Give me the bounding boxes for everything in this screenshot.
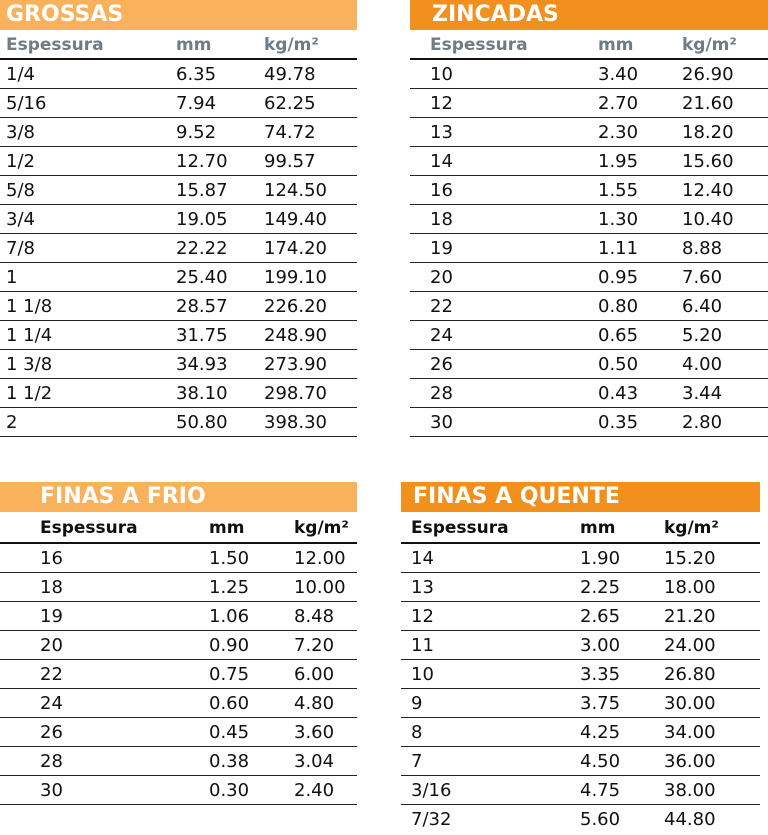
cell-kgm2: 6.40 <box>682 296 723 317</box>
cell-kgm2: 6.00 <box>294 664 335 685</box>
cell-thickness: 14 <box>430 151 453 172</box>
cell-kgm2: 2.80 <box>682 412 723 433</box>
cell-thickness: 2 <box>6 412 18 433</box>
cell-kgm2: 26.80 <box>664 664 716 685</box>
cell-thickness: 19 <box>430 238 453 259</box>
cell-kgm2: 149.40 <box>264 209 327 230</box>
table-row <box>410 205 768 234</box>
table-title: FINAS A QUENTE <box>401 482 760 512</box>
column-header-mm: mm <box>580 518 616 538</box>
cell-mm: 1.25 <box>209 577 250 598</box>
cell-kgm2: 7.60 <box>682 267 723 288</box>
cell-mm: 22.22 <box>176 238 228 259</box>
cell-kgm2: 30.00 <box>664 693 716 714</box>
table-row <box>401 602 760 631</box>
cell-kgm2: 99.57 <box>264 151 316 172</box>
table-row <box>0 718 357 747</box>
cell-kgm2: 124.50 <box>264 180 327 201</box>
cell-mm: 0.80 <box>598 296 639 317</box>
cell-mm: 9.52 <box>176 122 217 143</box>
cell-kgm2: 38.00 <box>664 780 716 801</box>
cell-mm: 0.65 <box>598 325 639 346</box>
cell-mm: 3.35 <box>580 664 621 685</box>
table-row <box>410 147 768 176</box>
cell-thickness: 3/4 <box>6 209 35 230</box>
table-row <box>410 408 768 437</box>
column-header-row <box>410 30 768 58</box>
table-row <box>410 234 768 263</box>
cell-mm: 0.38 <box>209 751 250 772</box>
table-row <box>0 573 357 602</box>
cell-thickness: 3/16 <box>411 780 452 801</box>
cell-thickness: 1/2 <box>6 151 35 172</box>
table-row <box>0 292 357 321</box>
cell-mm: 34.93 <box>176 354 228 375</box>
table-finas-a-quente <box>401 482 760 833</box>
cell-mm: 15.87 <box>176 180 228 201</box>
cell-thickness: 16 <box>40 548 63 569</box>
cell-thickness: 7 <box>411 751 423 772</box>
cell-mm: 0.60 <box>209 693 250 714</box>
table-row <box>0 689 357 718</box>
cell-kgm2: 298.70 <box>264 383 327 404</box>
column-header-kgm2: kg/m² <box>682 35 737 55</box>
table-row <box>0 118 357 147</box>
cell-kgm2: 18.20 <box>682 122 734 143</box>
table-row <box>0 263 357 292</box>
cell-thickness: 3/8 <box>6 122 35 143</box>
column-header-row <box>0 30 357 58</box>
cell-mm: 1.55 <box>598 180 639 201</box>
cell-kgm2: 74.72 <box>264 122 316 143</box>
cell-thickness: 10 <box>430 64 453 85</box>
cell-kgm2: 199.10 <box>264 267 327 288</box>
cell-kgm2: 15.60 <box>682 151 734 172</box>
table-row <box>0 321 357 350</box>
column-header-row <box>401 512 760 542</box>
table-row <box>0 234 357 263</box>
cell-mm: 2.25 <box>580 577 621 598</box>
cell-mm: 3.75 <box>580 693 621 714</box>
cell-thickness: 14 <box>411 548 434 569</box>
table-title: GROSSAS <box>0 0 357 30</box>
table-row <box>410 118 768 147</box>
table-row <box>0 147 357 176</box>
cell-kgm2: 10.00 <box>294 577 346 598</box>
cell-mm: 1.30 <box>598 209 639 230</box>
cell-mm: 0.45 <box>209 722 250 743</box>
cell-kgm2: 2.40 <box>294 780 335 801</box>
table-row <box>0 408 357 437</box>
cell-kgm2: 3.60 <box>294 722 335 743</box>
table-row <box>401 544 760 573</box>
table-row <box>401 573 760 602</box>
table-row <box>401 747 760 776</box>
column-header-kgm2: kg/m² <box>664 518 719 538</box>
cell-thickness: 1 3/8 <box>6 354 53 375</box>
cell-kgm2: 15.20 <box>664 548 716 569</box>
cell-thickness: 16 <box>430 180 453 201</box>
table-row <box>0 602 357 631</box>
cell-mm: 1.90 <box>580 548 621 569</box>
cell-mm: 2.30 <box>598 122 639 143</box>
column-header-thickness: Espessura <box>40 518 138 538</box>
cell-mm: 5.60 <box>580 809 621 830</box>
cell-mm: 0.75 <box>209 664 250 685</box>
table-finas-a-frio <box>0 482 357 805</box>
cell-kgm2: 248.90 <box>264 325 327 346</box>
cell-mm: 0.95 <box>598 267 639 288</box>
column-header-kgm2: kg/m² <box>264 35 319 55</box>
cell-thickness: 7/32 <box>411 809 452 830</box>
table-title: FINAS A FRIO <box>0 482 357 512</box>
cell-mm: 2.70 <box>598 93 639 114</box>
cell-thickness: 19 <box>40 606 63 627</box>
cell-thickness: 30 <box>40 780 63 801</box>
cell-kgm2: 12.00 <box>294 548 346 569</box>
cell-thickness: 20 <box>40 635 63 656</box>
cell-thickness: 22 <box>430 296 453 317</box>
cell-thickness: 10 <box>411 664 434 685</box>
cell-kgm2: 4.00 <box>682 354 723 375</box>
table-row <box>401 776 760 805</box>
cell-kgm2: 226.20 <box>264 296 327 317</box>
cell-mm: 12.70 <box>176 151 228 172</box>
column-header-mm: mm <box>176 35 212 55</box>
cell-kgm2: 21.60 <box>682 93 734 114</box>
cell-mm: 0.43 <box>598 383 639 404</box>
cell-kgm2: 62.25 <box>264 93 316 114</box>
cell-mm: 28.57 <box>176 296 228 317</box>
column-header-mm: mm <box>209 518 245 538</box>
table-row <box>410 176 768 205</box>
table-row <box>410 89 768 118</box>
cell-kgm2: 10.40 <box>682 209 734 230</box>
cell-thickness: 24 <box>40 693 63 714</box>
table-zincadas <box>410 0 768 437</box>
table-row <box>0 747 357 776</box>
cell-thickness: 5/16 <box>6 93 47 114</box>
cell-thickness: 13 <box>411 577 434 598</box>
cell-kgm2: 12.40 <box>682 180 734 201</box>
cell-mm: 7.94 <box>176 93 217 114</box>
cell-mm: 1.50 <box>209 548 250 569</box>
table-row <box>401 689 760 718</box>
cell-kgm2: 8.88 <box>682 238 723 259</box>
cell-mm: 3.00 <box>580 635 621 656</box>
cell-thickness: 18 <box>40 577 63 598</box>
cell-kgm2: 4.80 <box>294 693 335 714</box>
table-row <box>410 60 768 89</box>
cell-kgm2: 24.00 <box>664 635 716 656</box>
cell-thickness: 22 <box>40 664 63 685</box>
table-row <box>410 350 768 379</box>
table-row <box>0 60 357 89</box>
column-header-thickness: Espessura <box>411 518 509 538</box>
cell-thickness: 13 <box>430 122 453 143</box>
cell-thickness: 20 <box>430 267 453 288</box>
cell-thickness: 12 <box>411 606 434 627</box>
table-row <box>401 805 760 833</box>
table-row <box>0 205 357 234</box>
table-row <box>410 263 768 292</box>
cell-thickness: 5/8 <box>6 180 35 201</box>
cell-mm: 0.50 <box>598 354 639 375</box>
cell-mm: 4.25 <box>580 722 621 743</box>
column-header-kgm2: kg/m² <box>294 518 349 538</box>
table-row <box>401 718 760 747</box>
table-row <box>401 631 760 660</box>
table-row <box>410 292 768 321</box>
table-row <box>0 176 357 205</box>
cell-thickness: 18 <box>430 209 453 230</box>
cell-mm: 19.05 <box>176 209 228 230</box>
column-header-thickness: Espessura <box>6 35 104 55</box>
table-grossas <box>0 0 357 437</box>
cell-kgm2: 3.04 <box>294 751 335 772</box>
cell-thickness: 7/8 <box>6 238 35 259</box>
cell-kgm2: 174.20 <box>264 238 327 259</box>
table-row <box>401 660 760 689</box>
cell-thickness: 9 <box>411 693 423 714</box>
cell-mm: 1.06 <box>209 606 250 627</box>
cell-mm: 0.35 <box>598 412 639 433</box>
cell-thickness: 26 <box>430 354 453 375</box>
table-row <box>410 379 768 408</box>
cell-thickness: 24 <box>430 325 453 346</box>
table-row <box>0 544 357 573</box>
cell-thickness: 1 1/2 <box>6 383 53 404</box>
cell-mm: 6.35 <box>176 64 217 85</box>
cell-mm: 50.80 <box>176 412 228 433</box>
cell-mm: 25.40 <box>176 267 228 288</box>
cell-kgm2: 5.20 <box>682 325 723 346</box>
cell-thickness: 1 <box>6 267 18 288</box>
cell-mm: 4.50 <box>580 751 621 772</box>
cell-mm: 3.40 <box>598 64 639 85</box>
cell-kgm2: 3.44 <box>682 383 723 404</box>
table-row <box>0 89 357 118</box>
cell-mm: 1.11 <box>598 238 639 259</box>
cell-thickness: 28 <box>430 383 453 404</box>
cell-thickness: 11 <box>411 635 434 656</box>
cell-thickness: 30 <box>430 412 453 433</box>
cell-thickness: 26 <box>40 722 63 743</box>
cell-thickness: 28 <box>40 751 63 772</box>
cell-thickness: 1 1/4 <box>6 325 53 346</box>
table-row <box>0 379 357 408</box>
cell-kgm2: 26.90 <box>682 64 734 85</box>
cell-mm: 0.30 <box>209 780 250 801</box>
cell-kgm2: 36.00 <box>664 751 716 772</box>
table-row <box>0 350 357 379</box>
cell-mm: 31.75 <box>176 325 228 346</box>
cell-mm: 1.95 <box>598 151 639 172</box>
table-row <box>410 321 768 350</box>
table-row <box>0 631 357 660</box>
cell-thickness: 12 <box>430 93 453 114</box>
cell-thickness: 1/4 <box>6 64 35 85</box>
cell-thickness: 1 1/8 <box>6 296 53 317</box>
table-title: ZINCADAS <box>410 0 768 30</box>
cell-mm: 4.75 <box>580 780 621 801</box>
cell-kgm2: 7.20 <box>294 635 335 656</box>
table-row <box>0 660 357 689</box>
cell-kgm2: 44.80 <box>664 809 716 830</box>
cell-mm: 2.65 <box>580 606 621 627</box>
cell-kgm2: 21.20 <box>664 606 716 627</box>
cell-kgm2: 398.30 <box>264 412 327 433</box>
column-header-thickness: Espessura <box>430 35 528 55</box>
cell-mm: 38.10 <box>176 383 228 404</box>
cell-thickness: 8 <box>411 722 423 743</box>
column-header-mm: mm <box>598 35 634 55</box>
column-header-row <box>0 512 357 542</box>
cell-kgm2: 34.00 <box>664 722 716 743</box>
cell-mm: 0.90 <box>209 635 250 656</box>
cell-kgm2: 49.78 <box>264 64 316 85</box>
table-row <box>0 776 357 805</box>
cell-kgm2: 273.90 <box>264 354 327 375</box>
cell-kgm2: 18.00 <box>664 577 716 598</box>
cell-kgm2: 8.48 <box>294 606 335 627</box>
